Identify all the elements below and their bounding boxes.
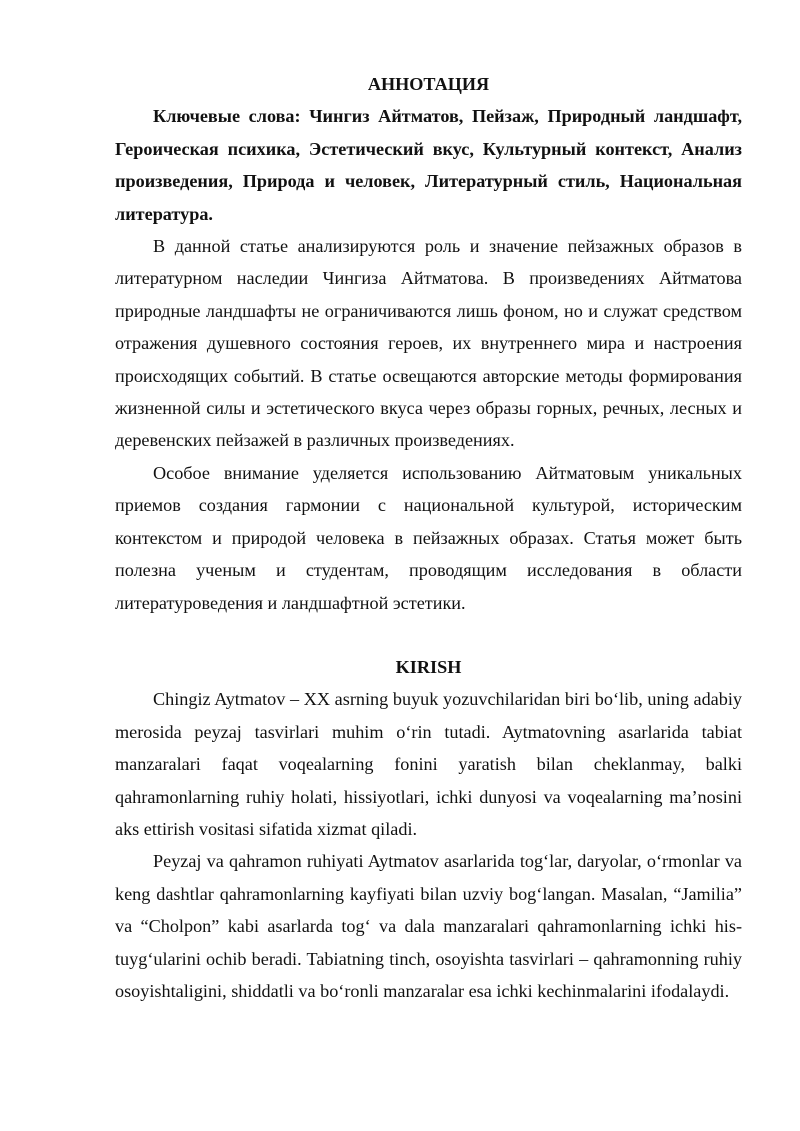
section-spacer <box>115 619 742 651</box>
introduction-paragraph: Chingiz Aytmatov – XX asrning buyuk yozuvchilaridan biri bo‘lib, uning adabiy merosida peyzaj tasvirlari muhim o‘rin tutadi. Aytmatovning asarlarida tabiat manzaralari faqat voqealarning fonini yaratish bilan cheklanmay, balki qahramonlarning ruhiy holati, hissiyotlari, ichki dunyosi va voqealarning ma’nosini aks ettirish vositasi sifatida xizmat qiladi. <box>115 689 742 839</box>
keywords-paragraph: Ключевые слова: Чингиз Айтматов, Пейзаж, Природный ландшафт, Героическая психика, Эстетический вкус, Культурный контекст, Анализ произведения, Природа и человек, Литературный стиль, Национальная литература. <box>115 106 742 224</box>
document-body <box>115 68 742 1007</box>
annotation-paragraph: Особое внимание уделяется использованию Айтматовым уникальных приемов создания гармонии с национальной культурой, историческим контекстом и природой человека в пейзажных образах. Статья может быть полезна ученым и студентам, проводящим исследования в области литературоведения и ландшафтной эстетики. <box>115 462 742 613</box>
annotation-heading: АННОТАЦИЯ <box>367 74 490 94</box>
introduction-heading: KIRISH <box>395 656 462 677</box>
introduction-paragraph: Peyzaj va qahramon ruhiyati Aytmatov asarlarida tog‘lar, daryolar, o‘rmonlar va keng dashtlar qahramonlarning kayfiyati bilan uzviy bog‘langan. Masalan, “Jamilia” va “Cholpon” kabi asarlarda tog‘ va dala manzaralari qahramonlarning ichki his-tuyg‘ularini ochib beradi. Tabiatning tinch, osoyishta tasvirlari – qahramonning ruhiy osoyishtaligini, shiddatli va bo‘ronli manzaralar esa ichki kechinmalarini ifodalaydi. <box>115 851 742 1001</box>
annotation-paragraph: В данной статье анализируются роль и значение пейзажных образов в литературном наследии Чингиза Айтматова. В произведениях Айтматова природные ландшафты не ограничиваются лишь фоном, но и служат средством отражения душевного состояния героев, их внутреннего мира и настроения происходящих событий. В статье освещаются авторские методы формирования жизненной силы и эстетического вкуса через образы горных, речных, лесных и деревенских пейзажей в различных произведениях. <box>115 236 742 451</box>
